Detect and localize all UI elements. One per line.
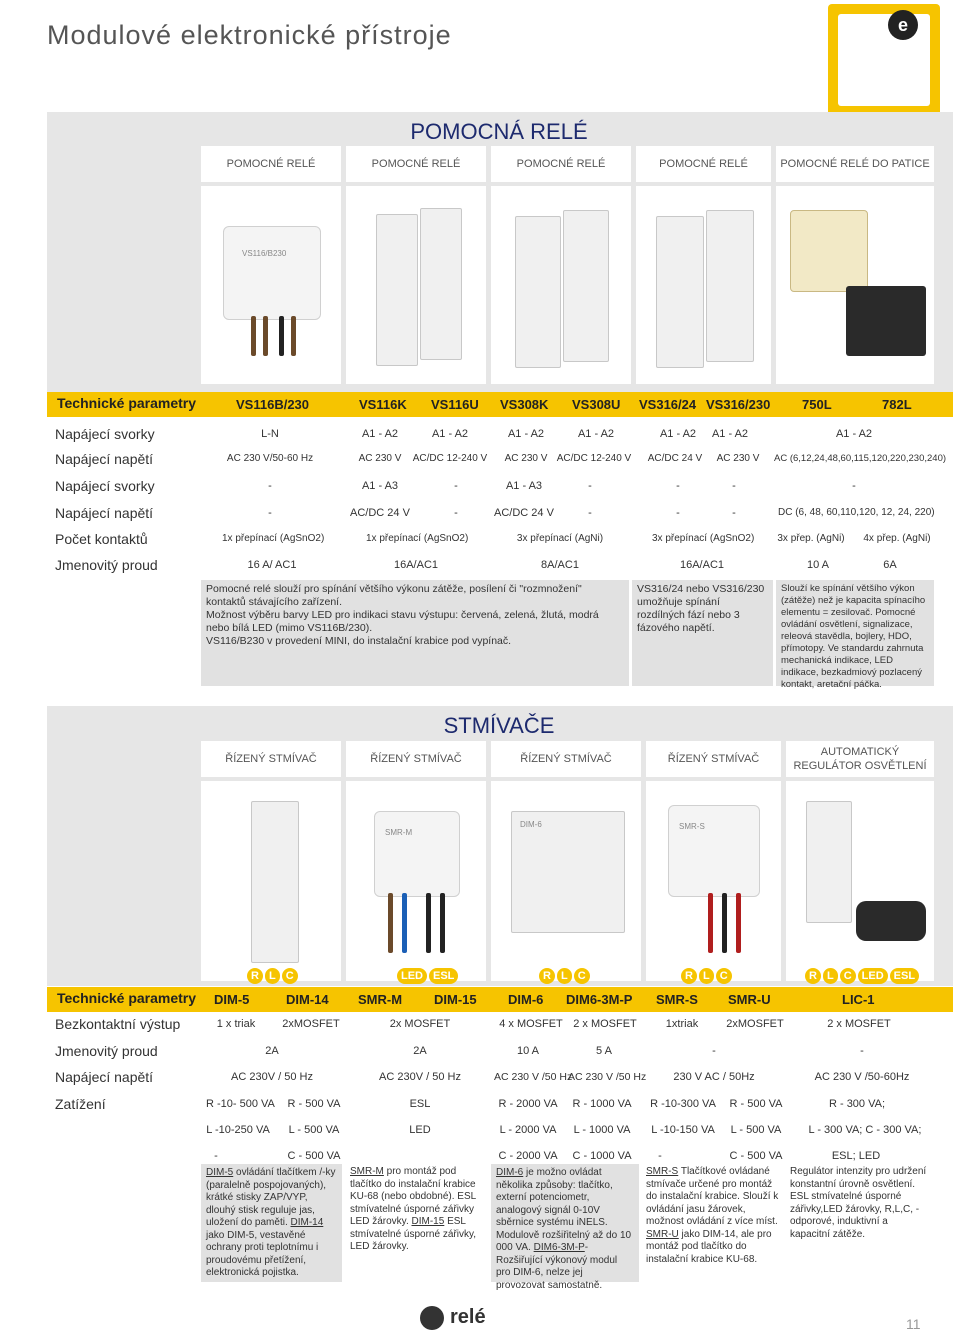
cell: - <box>732 507 736 519</box>
cell: R - 300 VA; <box>828 1098 886 1110</box>
row-label: Napájecí napětí <box>55 1069 154 1085</box>
row-label: Bezkontaktní výstup <box>55 1016 181 1032</box>
note-model-ref: DIM-6 <box>496 1167 524 1178</box>
relay-photo-5 <box>776 186 934 384</box>
load-tags-2 <box>396 966 459 984</box>
relay-note-2: VS316/24 nebo VS316/230 umožňuje spínání rozdílných fází nebo 3 fázového napětí. <box>632 580 773 686</box>
cell: 10 A <box>806 559 830 571</box>
model-smr-m: SMR-M <box>358 992 403 1007</box>
tag-led: LED <box>858 968 888 984</box>
cell: DC (6, 48, 60,110,120, 12, 24, 220) <box>778 507 935 518</box>
model-782l: 782L <box>882 397 912 412</box>
relay-photo-1 <box>201 186 341 384</box>
tag-l: L <box>823 968 838 984</box>
row-label: Napájecí svorky <box>55 478 155 494</box>
model-vs308u: VS308U <box>572 397 621 412</box>
wire <box>440 893 445 953</box>
brand-icon: e <box>888 10 918 40</box>
note-text: Tlačítkové ovládané stmívače určené pro montáž do instalační krabice. Slouží k ovládání jasu žárovek, možnost ovládání z více míst. <box>646 1166 779 1227</box>
dimmer-tab-4: ŘÍZENÝ STMÍVAČ <box>646 741 781 777</box>
note-text: pro montáž pod tlačítko do instalační krabice KU-68 (nebo obdobné). ESL stmívatelné úsporné zářivky LED žárovky. <box>350 1166 476 1227</box>
dimmer-tab-3: ŘÍZENÝ STMÍVAČ <box>491 741 641 777</box>
model-750l: 750L <box>802 397 832 412</box>
cell: L - 500 VA <box>288 1124 340 1136</box>
cell: ESL <box>409 1098 431 1110</box>
relays-title: POMOCNÁ RELÉ <box>410 119 588 144</box>
note-text: Regulátor intenzity pro udržení konstantní úrovně osvětlení. ESL stmívatelné úsporné zářivky,LED žárovky, R,L,C, - odporové, induktivní a kapacitní zátěže. <box>790 1166 927 1240</box>
cell: A1 - A2 <box>507 428 545 440</box>
mini-relay-body <box>223 226 321 320</box>
load-tags-5 <box>804 966 920 984</box>
note-paragraph: Pomocné relé slouží pro spínání většího výkonu zátěže, posílení či "rozmnožení" kontaktů stávajícího zařízení. <box>206 583 582 608</box>
cell: L - 2000 VA <box>499 1124 557 1136</box>
cell: R - 500 VA <box>287 1098 341 1110</box>
model-dim6-3m-p: DIM6-3M-P <box>566 992 633 1007</box>
wire <box>388 893 393 953</box>
din-module <box>251 801 299 963</box>
cell: - <box>658 1150 662 1162</box>
cell: - <box>732 480 736 492</box>
load-tags-4 <box>680 966 733 984</box>
relay-socket <box>846 286 926 356</box>
model-vs308k: VS308K <box>500 397 549 412</box>
cell: R - 1000 VA <box>572 1098 632 1110</box>
din-module <box>706 210 754 362</box>
cell: A1 - A2 <box>659 428 697 440</box>
cell: A1 - A2 <box>711 428 749 440</box>
cell: AC/DC 24 V <box>494 507 554 519</box>
relay-note-1 <box>201 580 629 686</box>
dimmers-title: STMÍVAČE <box>443 713 555 738</box>
cell: 2x MOSFET <box>389 1018 451 1030</box>
light-sensor <box>856 901 926 941</box>
relay-params-label: Technické parametry <box>57 395 197 411</box>
cell: L -10-150 VA <box>651 1124 715 1136</box>
cell: 2 x MOSFET <box>827 1018 891 1030</box>
cell: A1 - A2 <box>361 428 399 440</box>
dimmer-note-3 <box>491 1164 639 1291</box>
note-paragraph: VS116/B230 v provedení MINI, do instalační krabice pod vypínač. <box>206 635 512 647</box>
cell: A1 - A2 <box>835 428 873 440</box>
model-dim-5: DIM-5 <box>214 992 250 1007</box>
din-module <box>511 811 625 933</box>
row-label: Jmenovitý proud <box>55 1043 158 1059</box>
note-text: je možno ovládat několika způsoby: tlačítko, externí potenciometr, analogový signál 0-10V sběrnice systému iNELS. Modulově rozšiřitelný až do 10 000 VA. <box>496 1167 632 1253</box>
model-vs116k: VS116K <box>359 397 407 412</box>
cell: A1 - A3 <box>505 480 543 492</box>
cell: R - 2000 VA <box>498 1098 558 1110</box>
cell: 16A/AC1 <box>393 559 439 571</box>
cell: 4 x MOSFET <box>499 1018 563 1030</box>
cell: 2A <box>413 1045 427 1057</box>
relay-tab-3: POMOCNÉ RELÉ <box>491 146 631 182</box>
din-module <box>806 801 852 923</box>
note-model-ref: SMR-U <box>646 1228 679 1240</box>
mini-relay-label: VS116/B230 <box>242 249 287 258</box>
dimmer-params-label: Technické parametry <box>57 990 197 1006</box>
footer-brand-icon <box>420 1306 444 1330</box>
cell: L -10-250 VA <box>206 1124 270 1136</box>
cell: 6A <box>883 559 897 571</box>
note-model-ref: DIM-14 <box>290 1217 324 1228</box>
din-module <box>515 216 561 368</box>
cell: - <box>454 507 458 519</box>
cell: 230 V AC / 50Hz <box>673 1071 755 1083</box>
wire <box>251 316 256 356</box>
model-smr-s: SMR-S <box>656 992 698 1007</box>
mini-dimmer-label: SMR-M <box>385 828 413 837</box>
cell: C - 500 VA <box>287 1150 341 1162</box>
cell: AC 230V / 50 Hz <box>231 1071 313 1083</box>
dimmer-note-2 <box>350 1166 490 1254</box>
cell: AC 230 V /50-60Hz <box>814 1071 910 1083</box>
cell: - <box>676 507 680 519</box>
cell: C - 2000 VA <box>498 1150 558 1162</box>
tag-r: R <box>805 968 821 984</box>
tag-r: R <box>539 968 555 984</box>
note-model-ref: DIM6-3M-P <box>533 1242 585 1253</box>
tag-l: L <box>265 968 280 984</box>
cell: R - 500 VA <box>729 1098 783 1110</box>
cell: 3x přepínací (AgNi) <box>516 533 604 544</box>
row-label: Počet kontaktů <box>55 531 148 547</box>
cell: - <box>588 480 592 492</box>
wire <box>402 893 407 953</box>
cell: - <box>676 480 680 492</box>
cell: 16 A/ AC1 <box>247 559 297 571</box>
relay-photo-2 <box>346 186 486 384</box>
cell: 1 x triak <box>216 1018 256 1030</box>
cell: ESL; LED <box>831 1150 881 1162</box>
model-vs116b: VS116B/230 <box>236 397 310 412</box>
relay-tab-1: POMOCNÉ RELÉ <box>201 146 341 182</box>
note-model-ref: DIM-15 <box>411 1216 445 1227</box>
cell: 2xMOSFET <box>726 1018 784 1030</box>
cell: L - 300 VA; C - 300 VA; <box>808 1124 922 1136</box>
model-vs316-24: VS316/24 <box>639 397 697 412</box>
cell: 2A <box>265 1045 279 1057</box>
dimmer-note-5 <box>790 1166 930 1241</box>
note-text: ovládání tlačítkem /-ky (paralelně pospojovaných), krátké stisky ZAP/VYP, dlouhý stisk reguluje jas, uložení do paměti. <box>206 1167 336 1228</box>
wire <box>263 316 268 356</box>
page-number: 11 <box>906 1316 921 1332</box>
note-text: jako DIM-5, vestavěné ochrany proti teplotnímu i proudovému přetížení, elektronická pojistka. <box>206 1229 319 1278</box>
cell: 2 x MOSFET <box>573 1018 637 1030</box>
cell: AC 230 V /50 Hz <box>494 1071 573 1083</box>
row-label: Jmenovitý proud <box>55 557 158 573</box>
cell: 3x přep. (AgNi) <box>777 533 845 544</box>
relay-tab-2: POMOCNÉ RELÉ <box>346 146 486 182</box>
relay-photo-3 <box>491 186 631 384</box>
cell: - <box>712 1045 716 1057</box>
relay-tab-4: POMOCNÉ RELÉ <box>636 146 771 182</box>
cell: A1 - A2 <box>577 428 615 440</box>
cell: 2xMOSFET <box>282 1018 340 1030</box>
din-module <box>656 216 704 368</box>
note-text: jako DIM-14, ale pro montáž pod tlačítko do instalační krabice KU-68. <box>646 1228 772 1265</box>
note-paragraph: Možnost výběru barvy LED pro indikaci stavu výstupu: červená, zelená, žlutá, modrá nebo bílá LED (mimo VS116B/230). <box>206 609 599 634</box>
row-label: Napájecí napětí <box>55 451 154 467</box>
tag-c: C <box>716 968 732 984</box>
dimmer-photo-1 <box>201 781 341 981</box>
cell: C - 500 VA <box>729 1150 783 1162</box>
footer-logo: relé <box>450 1306 486 1328</box>
cell: 4x přep. (AgNi) <box>863 533 931 544</box>
dimmer-photo-2 <box>346 781 486 981</box>
cell: - <box>588 507 592 519</box>
cell: AC/DC 12-240 V <box>556 453 632 464</box>
note-model-ref: SMR-S <box>646 1166 679 1177</box>
dimmer-tab-5: AUTOMATICKÝ REGULÁTOR OSVĚTLENÍ <box>786 741 934 777</box>
tag-c: C <box>282 968 298 984</box>
tag-esl: ESL <box>890 968 919 984</box>
wire <box>708 893 713 953</box>
wire <box>291 316 296 356</box>
cell: AC 230 V <box>504 453 548 464</box>
mini-dimmer-label: SMR-S <box>679 822 705 831</box>
cell: 8A/AC1 <box>541 559 579 571</box>
tag-l: L <box>699 968 714 984</box>
tag-r: R <box>247 968 263 984</box>
cell: 1x přepínací (AgSnO2) <box>366 533 469 544</box>
cell: - <box>268 480 272 492</box>
dimmer-tab-2: ŘÍZENÝ STMÍVAČ <box>346 741 486 777</box>
relay-note-3: Slouží ke spínání většího výkon (zátěže) než je kapacita spínacího elementu = zesilovač. Pomocné ovládání osvětlení, signalizace, releová stavědla, bojlery, HDO, přímotopy. Ve standardu zahrnuta mechanická indikace, LED indikace, bezkadmiový pozlacený kontakt, aretační páčka. <box>776 580 934 686</box>
cell: - <box>214 1150 218 1162</box>
tag-r: R <box>681 968 697 984</box>
din-module <box>420 208 462 360</box>
model-dim-6: DIM-6 <box>508 992 544 1007</box>
cell: AC/DC 24 V <box>647 453 703 464</box>
relay-photo-4 <box>636 186 771 384</box>
mini-dimmer-body <box>668 805 760 897</box>
cell: - <box>268 507 272 519</box>
model-dim-14: DIM-14 <box>286 992 329 1007</box>
cell: A1 - A2 <box>431 428 469 440</box>
cell: - <box>860 1045 864 1057</box>
note-model-ref: SMR-M <box>350 1166 384 1177</box>
dimmer-note-1 <box>201 1164 342 1282</box>
model-smr-u: SMR-U <box>728 992 771 1007</box>
cell: AC 230 V /50 Hz <box>568 1071 647 1083</box>
load-tags-3 <box>538 966 591 984</box>
din-module <box>376 214 418 366</box>
model-dim-15: DIM-15 <box>434 992 477 1007</box>
cell: 10 A <box>516 1045 540 1057</box>
cell: AC 230 V <box>716 453 760 464</box>
wire <box>722 893 727 953</box>
cell: 1x přepínací (AgSnO2) <box>222 533 325 544</box>
note-model-ref: DIM-5 <box>206 1167 234 1178</box>
tag-l: L <box>557 968 572 984</box>
cell: 5 A <box>596 1045 612 1057</box>
cell: AC 230 V <box>358 453 402 464</box>
tag-c: C <box>840 968 856 984</box>
page-title: Modulové elektronické přístroje <box>47 20 452 50</box>
cell: 1xtriak <box>665 1018 699 1030</box>
cell: AC/DC 12-240 V <box>412 453 488 464</box>
cell: L-N <box>261 428 279 440</box>
cell: AC 230 V/50-60 Hz <box>226 453 314 464</box>
model-lic-1: LIC-1 <box>842 992 875 1007</box>
dimmer-photo-3 <box>491 781 641 981</box>
relay-tab-5: POMOCNÉ RELÉ DO PATICE <box>776 146 934 182</box>
note-text: ESL stmívatelné úsporné zářivky, LED žárovky. <box>350 1216 476 1252</box>
cell: AC 230V / 50 Hz <box>379 1071 461 1083</box>
tag-c: C <box>574 968 590 984</box>
cell: - <box>454 480 458 492</box>
cell: C - 1000 VA <box>572 1150 632 1162</box>
cell: A1 - A3 <box>361 480 399 492</box>
cell: - <box>852 480 856 492</box>
wire <box>279 316 284 356</box>
cell: 3x přepínací (AgSnO2) <box>652 533 755 544</box>
row-label: Napájecí svorky <box>55 426 155 442</box>
model-vs316-230: VS316/230 <box>706 397 771 412</box>
model-vs116u: VS116U <box>431 397 479 412</box>
cell: 16A/AC1 <box>679 559 725 571</box>
row-label: Zatížení <box>55 1096 106 1112</box>
dimmer-note-4 <box>646 1166 784 1266</box>
wire <box>736 893 741 953</box>
plug-in-relay <box>790 210 868 292</box>
load-tags-1 <box>246 966 299 984</box>
din-module <box>563 210 609 362</box>
cell: R -10- 500 VA <box>206 1098 275 1110</box>
cell: L - 500 VA <box>730 1124 782 1136</box>
cell: L - 1000 VA <box>573 1124 631 1136</box>
row-label: Napájecí napětí <box>55 505 154 521</box>
cell: AC (6,12,24,48,60,115,120,220,230,240) <box>774 453 947 464</box>
mini-dimmer-body <box>374 811 460 897</box>
tag-esl: ESL <box>429 968 458 984</box>
note-text: - Rozšiřující výkonový modul pro DIM-6, nelze jej provozovat samostatně. <box>496 1242 618 1291</box>
cell: AC/DC 24 V <box>350 507 410 519</box>
wire <box>426 893 431 953</box>
cell: LED <box>409 1124 431 1136</box>
din-module-label: DIM-6 <box>520 820 542 829</box>
dimmer-photo-4 <box>646 781 781 981</box>
dimmer-photo-5 <box>786 781 934 981</box>
cell: R -10-300 VA <box>650 1098 716 1110</box>
dimmer-tab-1: ŘÍZENÝ STMÍVAČ <box>201 741 341 777</box>
tag-led: LED <box>397 968 427 984</box>
